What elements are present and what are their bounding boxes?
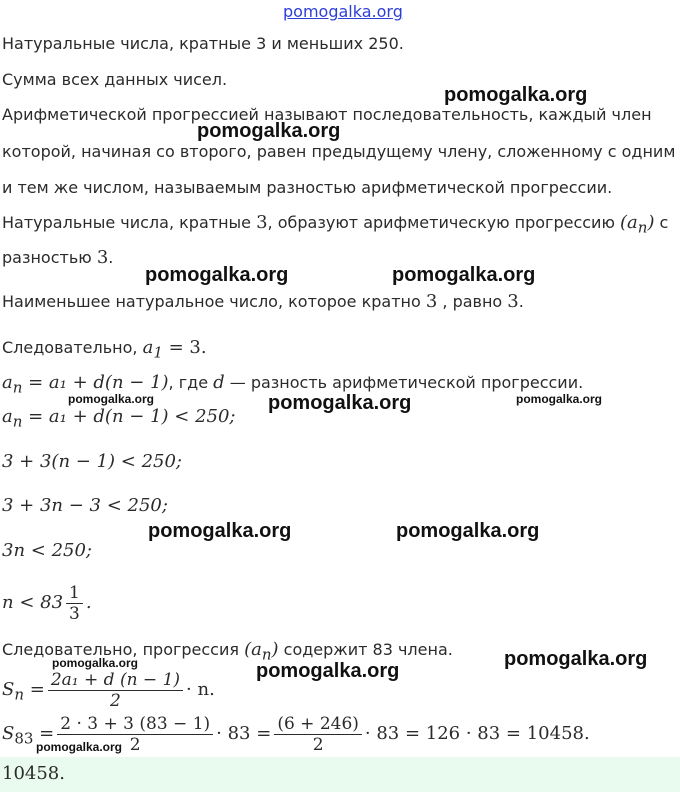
watermark: pomogalka.org	[256, 660, 400, 682]
answer-value: 10458.	[2, 763, 65, 784]
given-sum: Сумма всех данных чисел.	[2, 70, 228, 89]
definition-line-2: которой, начиная со второго, равен предыдущему члену, сложенному с одним	[2, 142, 676, 161]
watermark: pomogalka.org	[197, 120, 341, 142]
watermark: pomogalka.org	[504, 648, 648, 670]
difference-statement: разностью 3.	[2, 247, 114, 268]
inequality-4: 3n < 250;	[2, 540, 92, 561]
inequality-2: 3 + 3(n − 1) < 250;	[2, 451, 182, 472]
definition-line-1: Арифметической прогрессией называют последовательность, каждый член	[2, 105, 652, 124]
inequality-result: n < 83 $\frac{1}{3}$ .	[2, 582, 92, 624]
given-natural-numbers: Натуральные числа, кратные 3 и меньших 250.	[2, 34, 404, 53]
watermark-link[interactable]: pomogalka.org	[283, 2, 403, 21]
watermark: pomogalka.org	[68, 392, 155, 406]
watermark: pomogalka.org	[52, 656, 139, 670]
smallest-number-statement: Наименьшее натуральное число, которое кратно 3 , равно 3.	[2, 291, 524, 312]
watermark: pomogalka.org	[516, 392, 603, 406]
watermark: pomogalka.org	[396, 520, 540, 542]
definition-line-3: и тем же числом, называемым разностью арифметической прогрессии.	[2, 178, 613, 197]
conclusion: Следовательно, прогрессия $(a_n)$ содержит 83 члена.	[2, 639, 453, 664]
watermark: pomogalka.org	[268, 392, 412, 414]
answer-box	[0, 757, 680, 792]
watermark: pomogalka.org	[36, 740, 123, 754]
sum-formula: $S_n$ = $\frac{\text{2a₁ + d (n − 1)}}{2}$ · n.	[2, 669, 215, 711]
watermark: pomogalka.org	[392, 264, 536, 286]
watermark: pomogalka.org	[148, 520, 292, 542]
sum-calculation: $S_{83}$ = $\frac{2 \cdot 3 + 3 (83 - 1)}{2}$ · 83 = $\frac{(6 + 246)}{2}$ · 83 = 126 · 83 = 10458.	[2, 713, 590, 755]
general-term-formula: $a_n = a_1 + d(n - 1)$, где d — разность арифметической прогрессии.	[2, 372, 584, 397]
watermark: pomogalka.org	[145, 264, 289, 286]
watermark: pomogalka.org	[444, 84, 588, 106]
progression-statement: Натуральные числа, кратные 3, образуют арифметическую прогрессию $(a_n)$ с	[2, 212, 669, 237]
inequality-1: $a_n = a_1 + d(n - 1) < 250$;	[2, 406, 236, 431]
first-term: Следовательно, $a_1 = 3$.	[2, 337, 207, 362]
inequality-3: 3 + 3n − 3 < 250;	[2, 495, 168, 516]
